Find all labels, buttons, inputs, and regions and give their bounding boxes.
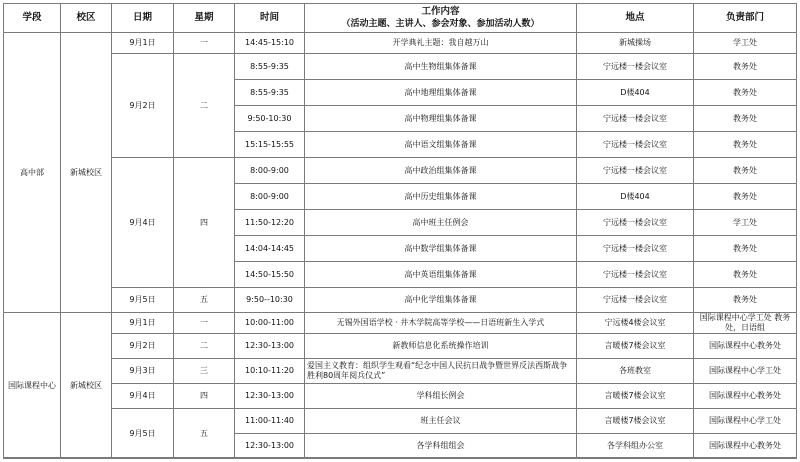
content-cell: 高中物理组集体备课 [305, 106, 577, 132]
date-cell: 9月1日 [112, 313, 174, 334]
weekday-cell: 二 [174, 54, 235, 158]
dept-cell: 教务处 [694, 288, 797, 313]
location-cell: 新城操场 [577, 33, 694, 54]
time-cell: 11:50-12:20 [235, 210, 305, 236]
weekday-cell: 一 [174, 33, 235, 54]
weekday-cell: 三 [174, 359, 235, 384]
table-row [4, 409, 797, 434]
location-cell: 各班教室 [577, 359, 694, 384]
time-cell: 8:55-9:35 [235, 80, 305, 106]
content-cell: 开学典礼主题：我自越万山 [305, 33, 577, 54]
table-row [4, 54, 797, 80]
header-time: 时间 [235, 4, 305, 33]
location-cell: D楼404 [577, 80, 694, 106]
time-cell: 12:30-13:00 [235, 384, 305, 409]
date-cell: 9月5日 [112, 409, 174, 459]
weekday-cell: 四 [174, 158, 235, 288]
content-cell: 高中地理组集体备课 [305, 80, 577, 106]
time-cell: 11:00-11:40 [235, 409, 305, 434]
content-cell: 爱国主义教育：组织学生观看“纪念中国人民抗日战争暨世界反法西斯战争胜利80周年阅兵仪式” [305, 359, 577, 384]
dept-cell: 教务处 [694, 262, 797, 288]
date-cell: 9月2日 [112, 334, 174, 359]
content-cell: 各学科组组会 [305, 434, 577, 459]
location-cell: D楼404 [577, 184, 694, 210]
weekday-cell: 一 [174, 313, 235, 334]
time-cell: 14:45-15:10 [235, 33, 305, 54]
header-dept: 负责部门 [694, 4, 797, 33]
table-row [4, 158, 797, 184]
school-cell: 国际课程中心 [4, 313, 61, 459]
weekday-cell: 二 [174, 334, 235, 359]
header-content [305, 4, 577, 33]
table-row [4, 288, 797, 313]
dept-cell: 国际课程中心教务处 [694, 384, 797, 409]
time-cell: 14:04-14:45 [235, 236, 305, 262]
location-cell: 宁远楼一楼会议室 [577, 262, 694, 288]
schedule-body [4, 33, 797, 459]
content-cell: 高中政治组集体备课 [305, 158, 577, 184]
date-cell: 9月2日 [112, 54, 174, 158]
table-row [4, 334, 797, 359]
header-campus: 校区 [61, 4, 112, 33]
date-cell: 9月5日 [112, 288, 174, 313]
time-cell: 14:50-15:50 [235, 262, 305, 288]
content-cell: 班主任会议 [305, 409, 577, 434]
content-cell: 学科组长例会 [305, 384, 577, 409]
location-cell: 宁远楼4楼会议室 [577, 313, 694, 334]
time-cell: 10:10-11:20 [235, 359, 305, 384]
content-cell: 高中历史组集体备课 [305, 184, 577, 210]
location-cell: 宁远楼一楼会议室 [577, 54, 694, 80]
dept-cell: 国际课程中心学工处 教务处，日语组 [694, 313, 797, 334]
location-cell: 宁远楼一楼会议室 [577, 236, 694, 262]
dept-cell: 教务处 [694, 106, 797, 132]
table-row [4, 313, 797, 334]
dept-cell: 教务处 [694, 158, 797, 184]
location-cell: 宁远楼一楼会议室 [577, 106, 694, 132]
dept-cell: 国际课程中心教务处 [694, 334, 797, 359]
campus-cell: 新城校区 [61, 313, 112, 459]
content-cell: 高中数学组集体备课 [305, 236, 577, 262]
date-cell: 9月3日 [112, 359, 174, 384]
content-cell: 高中生物组集体备课 [305, 54, 577, 80]
time-cell: 8:55-9:35 [235, 54, 305, 80]
date-cell: 9月4日 [112, 158, 174, 288]
table-row [4, 359, 797, 384]
dept-cell: 教务处 [694, 80, 797, 106]
location-cell: 宁远楼一楼会议室 [577, 158, 694, 184]
header-weekday: 星期 [174, 4, 235, 33]
header-school: 学段 [4, 4, 61, 33]
dept-cell: 教务处 [694, 54, 797, 80]
dept-cell: 学工处 [694, 210, 797, 236]
location-cell: 宁远楼一楼会议室 [577, 288, 694, 313]
time-cell: 10:00-11:00 [235, 313, 305, 334]
location-cell: 言暖楼7楼会议室 [577, 409, 694, 434]
time-cell: 9:50--10:30 [235, 288, 305, 313]
weekday-cell: 五 [174, 288, 235, 313]
header-row [4, 4, 797, 33]
weekday-cell: 四 [174, 384, 235, 409]
time-cell: 8:00-9:00 [235, 158, 305, 184]
dept-cell: 教务处 [694, 132, 797, 158]
location-cell: 宁远楼一楼会议室 [577, 210, 694, 236]
location-cell: 宁远楼一楼会议室 [577, 132, 694, 158]
bottom-border [3, 457, 796, 458]
content-cell: 高中班主任例会 [305, 210, 577, 236]
content-cell: 高中语文组集体备课 [305, 132, 577, 158]
time-cell: 12:30-13:00 [235, 334, 305, 359]
dept-cell: 国际课程中心学工处 [694, 409, 797, 434]
school-cell: 高中部 [4, 33, 61, 313]
dept-cell: 教务处 [694, 236, 797, 262]
location-cell: 言暖楼7楼会议室 [577, 384, 694, 409]
content-cell: 无锡外国语学校 · 井木学院高等学校——日语班新生入学式 [305, 313, 577, 334]
content-cell: 新教师信息化系统操作培训 [305, 334, 577, 359]
time-cell: 12:30-13:00 [235, 434, 305, 459]
dept-cell: 学工处 [694, 33, 797, 54]
campus-cell: 新城校区 [61, 33, 112, 313]
header-location: 地点 [577, 4, 694, 33]
schedule-table [3, 3, 797, 459]
header-content-subtitle: （活动主题、主讲人、参会对象、参加活动人数） [341, 19, 540, 29]
time-cell: 9:50-10:30 [235, 106, 305, 132]
location-cell: 各学科组办公室 [577, 434, 694, 459]
dept-cell: 国际课程中心学工处 [694, 359, 797, 384]
header-content-title: 工作内容 [421, 6, 460, 17]
dept-cell: 国际课程中心教务处 [694, 434, 797, 459]
time-cell: 8:00-9:00 [235, 184, 305, 210]
time-cell: 15:15-15:55 [235, 132, 305, 158]
dept-cell: 教务处 [694, 184, 797, 210]
date-cell: 9月4日 [112, 384, 174, 409]
header-date: 日期 [112, 4, 174, 33]
location-cell: 言暖楼7楼会议室 [577, 334, 694, 359]
content-cell: 高中化学组集体备课 [305, 288, 577, 313]
table-row [4, 384, 797, 409]
date-cell: 9月1日 [112, 33, 174, 54]
content-cell: 高中英语组集体备课 [305, 262, 577, 288]
weekday-cell: 五 [174, 409, 235, 459]
table-row [4, 33, 797, 54]
